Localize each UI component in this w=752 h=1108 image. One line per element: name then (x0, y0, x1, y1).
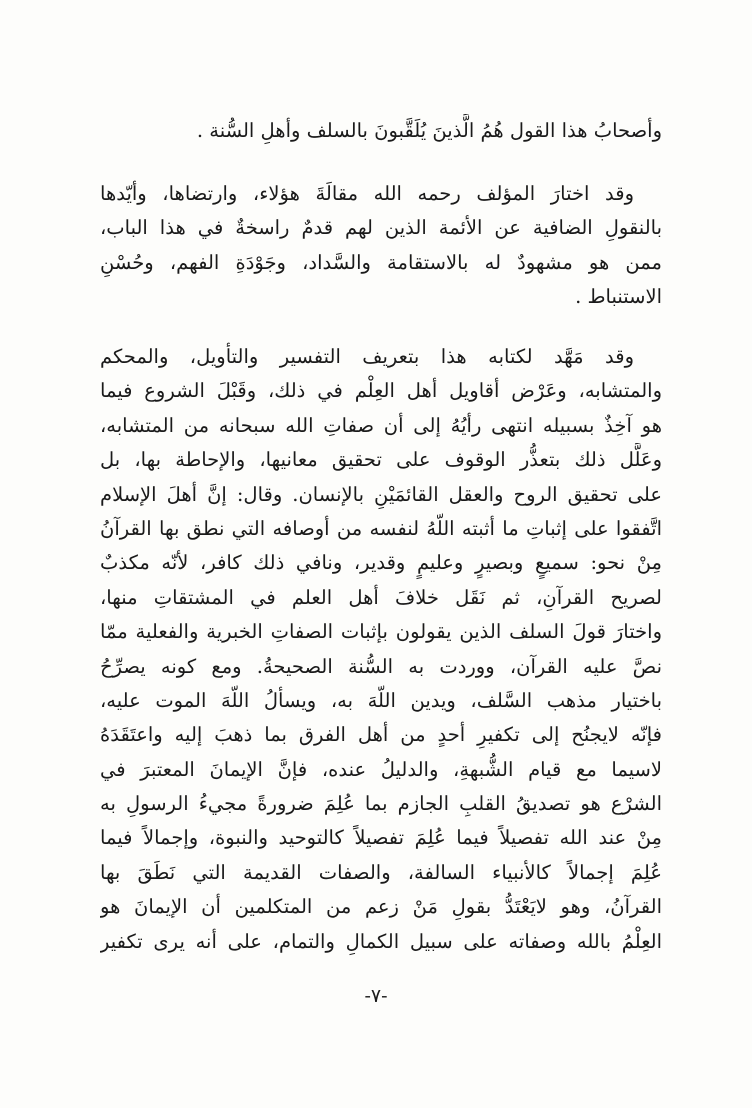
text-line: هو آخِذٌ بسبيله انتهى رأيُهُ إلى أن صفاتِ الله سبحانه من المتشابه، (100, 413, 662, 437)
page-number: -٧- (364, 985, 388, 1007)
text-line: ممن هو مشهودٌ له بالاستقامة والسَّداد، وجَوْدَةِ الفهم، وحُسْنِ (100, 250, 662, 274)
text-line: وعَلَّل ذلك بتعذُّر الوقوف على تحقيق معانيها، والإحاطة بها، بل (100, 448, 662, 472)
text-line: لاسيما مع قيام الشُّبهةِ، والدليلُ عنده، فإنَّ الإيمانَ المعتبرَ في (100, 757, 662, 781)
text-line: العِلْمُ بالله وصفاته على سبيل الكمالِ والتمام، على أنه يرى تكفير (100, 929, 662, 953)
text-line: بالنقولِ الضافية عن الأئمة الذين لهم قدمٌ راسخةٌ في هذا الباب، (100, 216, 662, 240)
text-line: واختارَ قولَ السلف الذين يقولون بإثبات الصفاتِ الخبرية والفعلية ممّا (100, 620, 662, 644)
text-line: الشرْع هو تصديقُ القلبِ الجازم بما عُلِمَ ضرورةً مجيءُ الرسولِ به (100, 792, 662, 816)
paragraph-2 (100, 177, 662, 315)
text-line: فإنّه لايجنُح إلى تكفيرِ أحدٍ من أهل الفرق بما ذهبَ إليه واعتَقَدَهُ (100, 723, 662, 747)
text-line: اتَّفقوا على إثباتِ ما أثبته اللّهُ لنفسه من أوصافه التي نطق بها القرآنُ (100, 516, 662, 540)
text-line: والمتشابه، وعَرْض أقاويل أهل العِلْم في ذلك، وقَبْلَ الشروع فيما (100, 379, 662, 403)
text-line: وقد مَهَّد لكتابه هذا بتعريف التفسير والتأويل، والمحكم (100, 345, 634, 368)
paragraph-1 (100, 114, 662, 148)
paragraph-3 (100, 340, 662, 959)
text-line: باختيار مذهب السَّلف، ويدين اللّهَ به، ويسألُ اللّهَ الموت عليه، (100, 688, 662, 712)
text-line: القرآنُ، وهو لايَعْتَدُّ بقولِ مَنْ زعم من المتكلمين أن الإيمانَ هو (100, 895, 662, 919)
text-line: مِنْ عند الله تفصيلاً فيما عُلِمَ تفصيلاً كالتوحيد والنبوة، وإجمالاً فيما (100, 826, 662, 850)
text-line: عُلِمَ إجمالاً كالأنبياء السالفة، والصفات القديمة التي نَطَقَ بها (100, 860, 662, 884)
text-line: لصريح القرآنِ، ثم نَقَل خلافَ أهل العلم في المشتقاتِ منها، (100, 585, 662, 609)
text-line: وقد اختارَ المؤلف رحمه الله مقالَةَ هؤلاء، وارتضاها، وأيّدها (100, 182, 634, 205)
text-line: نصَّ عليه القرآن، ووردت به السُّنة الصحيحةُ. ومع كونه يصرِّحُ (100, 654, 662, 678)
text-line: وأصحابُ هذا القول هُمُ الَّذينَ يُلَقَّبونَ بالسلف وأهلِ السُّنة . (196, 119, 662, 142)
text-line: على تحقيق الروح والعقل القائمَيْنِ بالإنسان. وقال: إنَّ أهلَ الإسلام (100, 482, 662, 506)
text-line: الاستنباط . (575, 285, 662, 309)
text-line: مِنْ نحو: سميعٍ وبصيرٍ وعليمٍ وقدير، ونافي ذلك كافر، لأنّه مكذبٌ (100, 551, 662, 575)
